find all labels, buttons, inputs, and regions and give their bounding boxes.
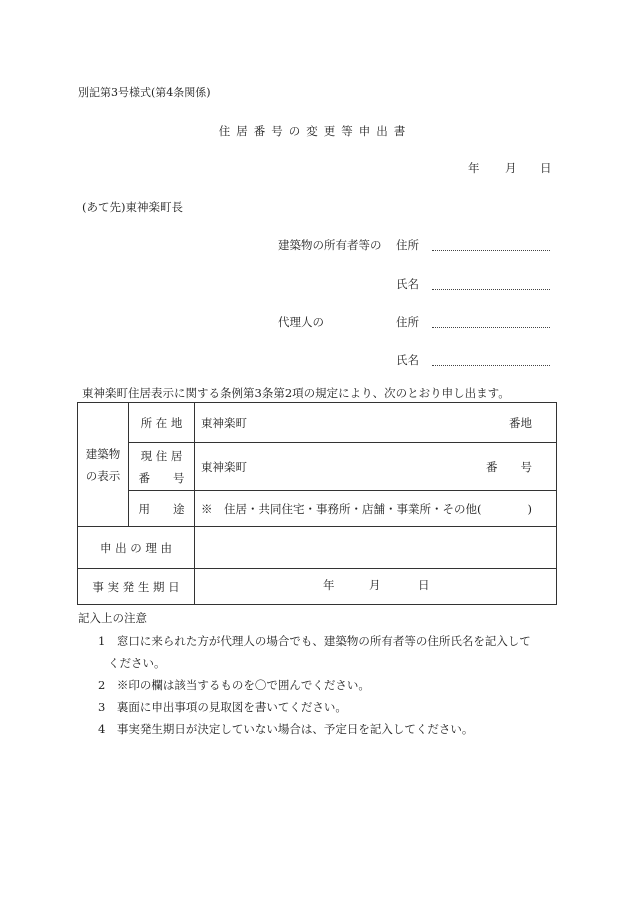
addressee: (あて先)東神楽町長 xyxy=(82,200,183,214)
notes-heading: 記入上の注意 xyxy=(78,611,147,625)
agent-name-field[interactable] xyxy=(432,365,550,366)
owner-address-field[interactable] xyxy=(432,250,550,251)
page-title: 住居番号の変更等申出書 xyxy=(218,124,412,138)
current-town: 東神楽町 xyxy=(201,459,247,474)
agent-name-label: 氏名 xyxy=(396,353,419,367)
building-label-line1: 建築物 xyxy=(85,446,121,461)
application-table xyxy=(77,402,557,605)
current-number-cell[interactable] xyxy=(195,443,557,491)
reason-field[interactable] xyxy=(195,527,557,569)
occurrence-date-field[interactable] xyxy=(195,569,557,605)
reason-label: 申 出 の 理 由 xyxy=(78,527,195,569)
date-day-label: 日 xyxy=(540,161,552,175)
building-display-header xyxy=(78,403,129,527)
current-label-line1: 現 住 居 xyxy=(140,448,183,463)
location-town: 東神楽町 xyxy=(201,415,247,430)
agent-address-field[interactable] xyxy=(432,327,550,328)
use-label: 用 途 xyxy=(129,491,195,527)
date-year-label: 年 xyxy=(468,161,480,175)
agent-label: 代理人の xyxy=(278,315,324,329)
current-label-line2: 番 号 xyxy=(138,470,185,485)
occurrence-date-label: 事 実 発 生 期 日 xyxy=(78,569,195,605)
note-item: 2 ※印の欄は該当するものを〇で囲んでください。 xyxy=(98,678,370,692)
owner-address-label: 住所 xyxy=(396,238,419,252)
occurrence-day: 日 xyxy=(418,577,430,592)
current-number-label xyxy=(129,443,195,491)
use-options: ※ 住居・共同住宅・事務所・店舗・事業所・その他( ) xyxy=(201,501,532,516)
owner-label: 建築物の所有者等の xyxy=(278,238,382,252)
location-cell[interactable] xyxy=(195,403,557,443)
location-suffix: 番地 xyxy=(509,415,532,430)
note-item: 4 事実発生期日が決定していない場合は、予定日を記入してください。 xyxy=(98,722,474,736)
owner-name-field[interactable] xyxy=(432,289,550,290)
form-label: 別記第3号様式(第4条関係) xyxy=(78,86,211,99)
date-month-label: 月 xyxy=(505,161,517,175)
note-item: 3 裏面に申出事項の見取図を書いてください。 xyxy=(98,700,347,714)
location-label: 所 在 地 xyxy=(129,403,195,443)
note-item: ください。 xyxy=(108,656,166,670)
agent-address-label: 住所 xyxy=(396,315,419,329)
building-label-line2: の表示 xyxy=(85,468,121,483)
use-cell[interactable] xyxy=(195,491,557,527)
note-item: 1 窓口に来られた方が代理人の場合でも、建築物の所有者等の住所氏名を記入して xyxy=(98,634,531,648)
occurrence-month: 月 xyxy=(369,577,381,592)
owner-name-label: 氏名 xyxy=(396,277,419,291)
current-suffix: 番 号 xyxy=(486,459,532,474)
intro-text: 東神楽町住居表示に関する条例第3条第2項の規定により、次のとおり申し出ます。 xyxy=(82,386,510,400)
occurrence-year: 年 xyxy=(323,577,335,592)
